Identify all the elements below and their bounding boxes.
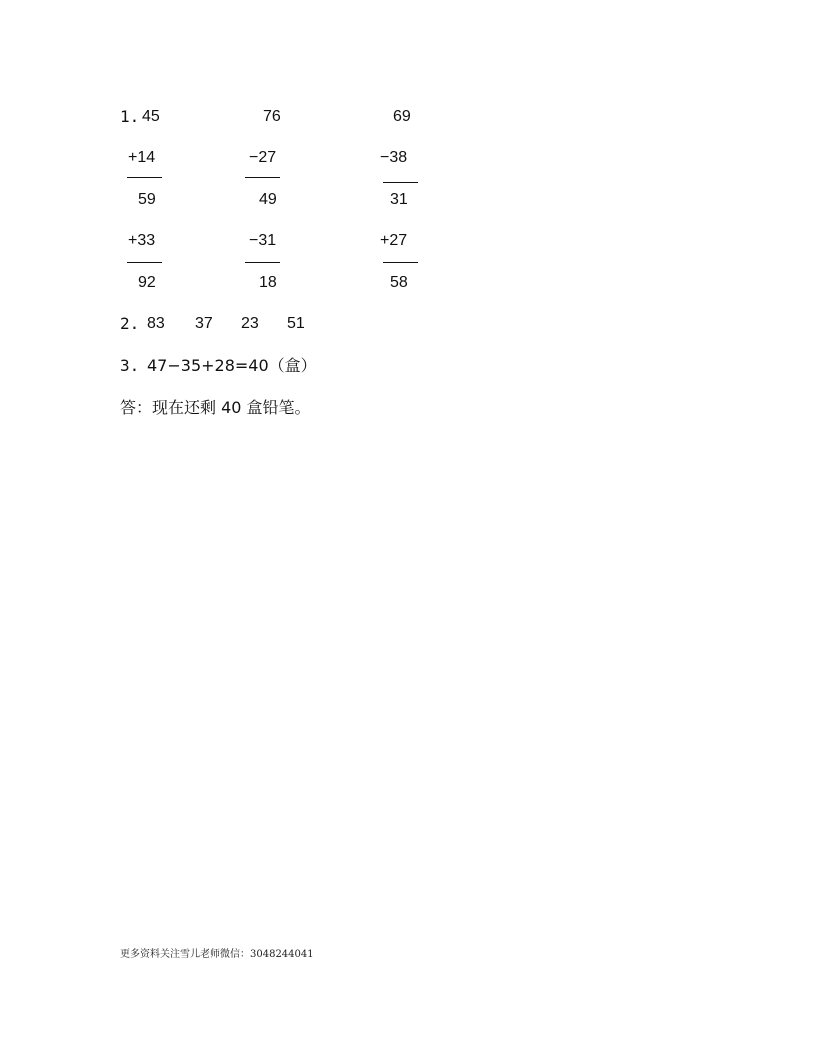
q1-col1-rule1 [127,177,162,178]
q1-col1-op1: +14 [128,149,156,166]
q1-col2-top: 76 [263,108,281,125]
q1-col1-mid: 59 [138,191,156,208]
q1-col3-op1: −38 [380,149,408,166]
q1-col1-op2: +33 [128,232,156,249]
q1-col1-top: 45 [142,108,160,125]
q1-col2-op2: −31 [249,232,277,249]
q1-col2-rule1 [245,177,280,178]
q1-col2-rule2 [245,262,280,263]
q2-answer-1: 83 [147,315,165,332]
q2-answer-4: 51 [287,315,305,332]
q1-col1-result: 92 [138,274,156,291]
q1-col3-mid: 31 [390,191,408,208]
q2-answer-2: 37 [195,315,213,332]
q1-col2-result: 18 [259,274,277,291]
q1-col3-top: 69 [393,108,411,125]
q1-col3-op2: +27 [380,232,408,249]
q1-col1-rule2 [127,262,162,263]
q1-col2-mid: 49 [259,191,277,208]
q3-answer-sentence: 答：现在还剩 40 盒铅笔。 [120,398,311,417]
q3-equation: 47−35+28=40（盒） [147,356,317,375]
q2-answer-3: 23 [241,315,259,332]
q3-label: 3. [120,356,140,375]
q1-col3-rule2 [383,262,418,263]
q1-label: 1. [120,107,140,126]
q2-label: 2. [120,314,140,333]
q1-col2-op1: −27 [249,149,277,166]
q1-col3-result: 58 [390,274,408,291]
footer-note: 更多资料关注雪儿老师微信：3048244041 [120,949,314,960]
q1-col3-rule1 [383,182,418,183]
